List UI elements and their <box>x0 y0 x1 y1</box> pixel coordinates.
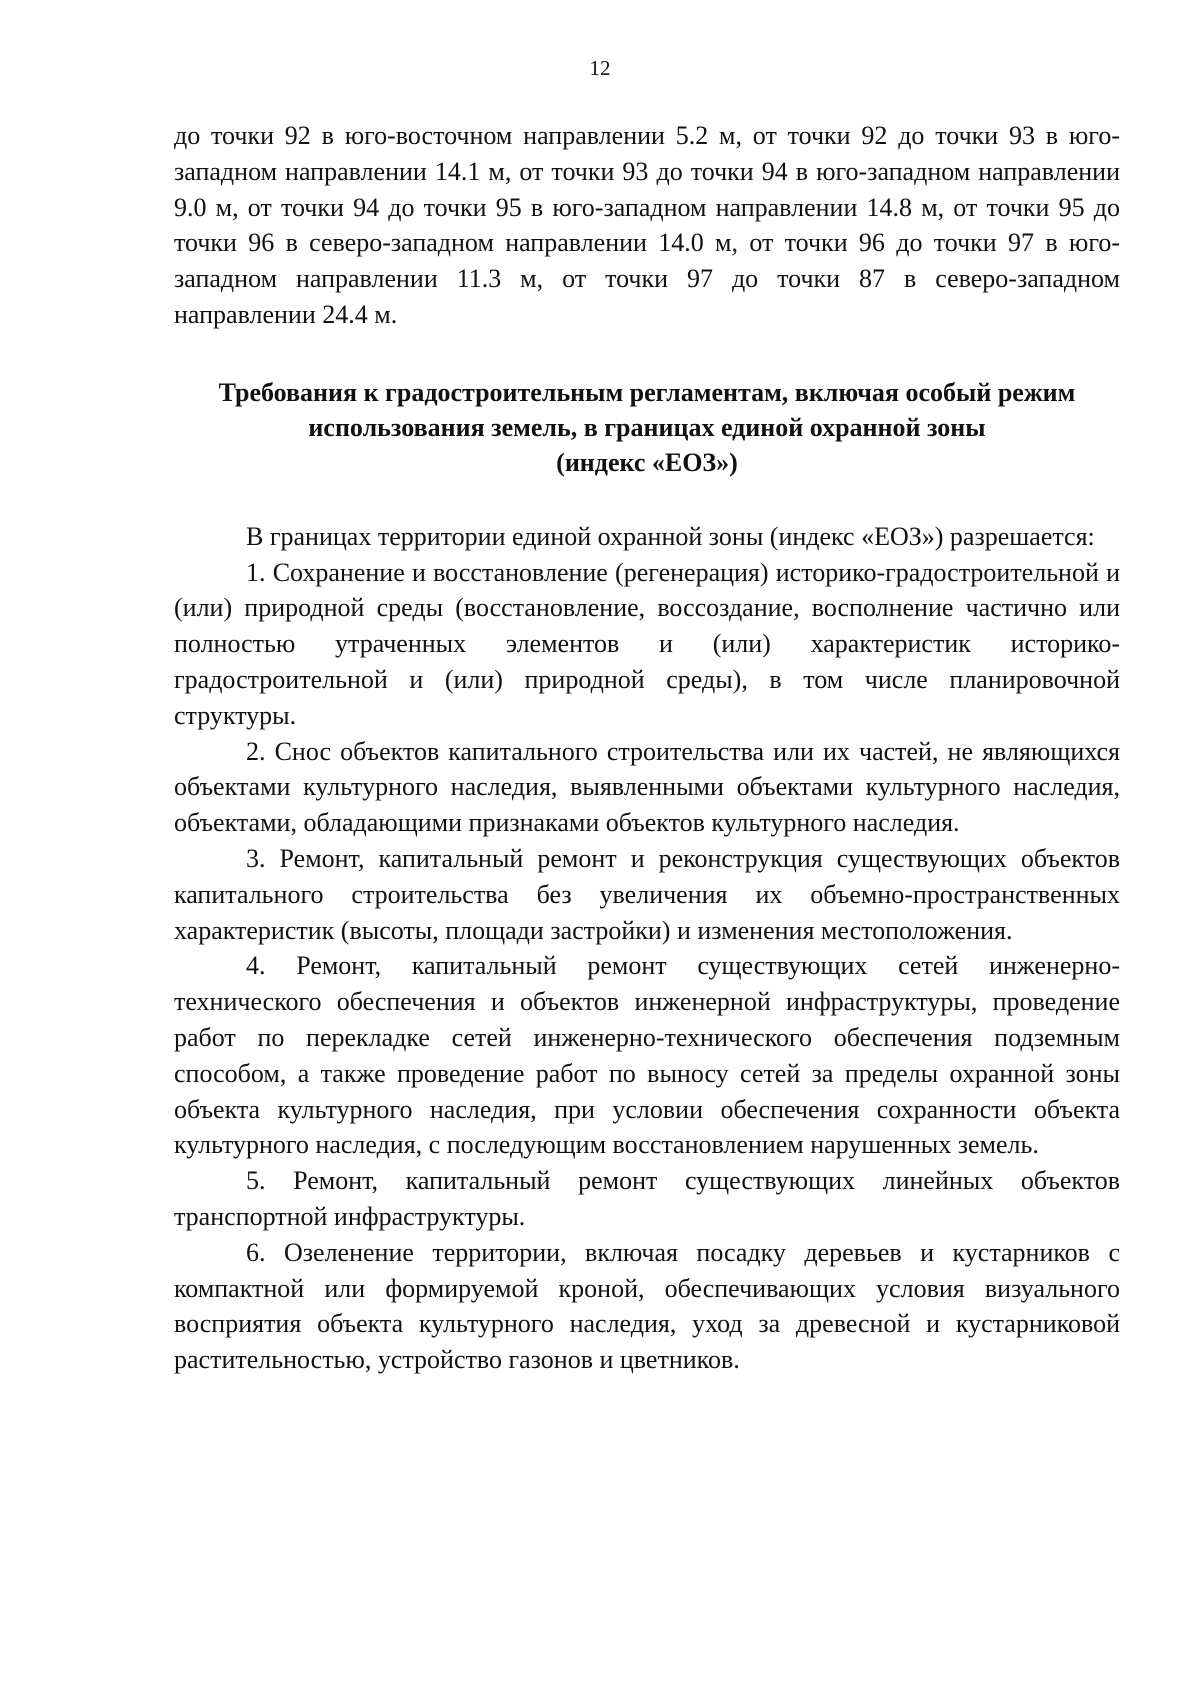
list-item-5: 5. Ремонт, капитальный ремонт существующих линейных объектов транспортной инфраструктуры. <box>174 1166 1120 1231</box>
section-heading-line-1: Требования к градостроительным регламентам, включая особый режим <box>218 377 1076 407</box>
intro-paragraph: до точки 92 в юго-восточном направлении 5.2 м, от точки 92 до точки 93 в юго-западном направлении 14.1 м, от точки 93 до точки 94 в юго-западном направлении 9.0 м, от точки 94 до точки 95 в юго-западном направлении 14.8 м, от точки 95 до точки 96 в северо-западном направлении 14.0 м, от точки 96 до точки 97 в юго-западном направлении 11.3 м, от точки 97 до точки 87 в северо-западном направлении 24.4 м. <box>174 121 1120 329</box>
page-number: 12 <box>589 56 611 80</box>
section-heading <box>174 375 1120 480</box>
list-item-4: 4. Ремонт, капитальный ремонт существующих сетей инженерно-технического обеспечения и объектов инженерной инфраструктуры, проведение работ по перекладке сетей инженерно-технического обеспечения подземным способом, а также проведение работ по выносу сетей за пределы охранной зоны объекта культурного наследия, при условии обеспечения сохранности объекта культурного наследия, с последующим восстановлением нарушенных земель. <box>174 951 1120 1160</box>
list-item-6: 6. Озеленение территории, включая посадку деревьев и кустарников с компактной или формируемой кроной, обеспечивающих условия визуального восприятия объекта культурного наследия, уход за древесной и кустарниковой растительностью, устройство газонов и цветников. <box>174 1237 1120 1375</box>
section-heading-line-3: (индекс «ЕОЗ») <box>556 447 738 477</box>
list-item-2: 2. Снос объектов капитального строительства или их частей, не являющихся объектами культурного наследия, выявленными объектами культурного наследия, объектами, обладающими признаками объектов культурного наследия. <box>174 736 1120 838</box>
document-body <box>174 118 1120 1378</box>
section-heading-line-2: использования земель, в границах единой охранной зоны <box>308 412 986 442</box>
list-item-3: 3. Ремонт, капитальный ремонт и реконструкция существующих объектов капитального строительства без увеличения их объемно-пространственных характеристик (высоты, площади застройки) и изменения местоположения. <box>174 843 1120 945</box>
list-item-1: 1. Сохранение и восстановление (регенерация) историко-градостроительной и (или) природной среды (восстановление, воссоздание, восполнение частично или полностью утраченных элементов и (или) характеристик историко-градостроительной и (или) природной среды), в том числе планировочной структуры. <box>174 557 1120 730</box>
lead-paragraph: В границах территории единой охранной зоны (индекс «ЕОЗ») разрешается: <box>246 521 1095 551</box>
